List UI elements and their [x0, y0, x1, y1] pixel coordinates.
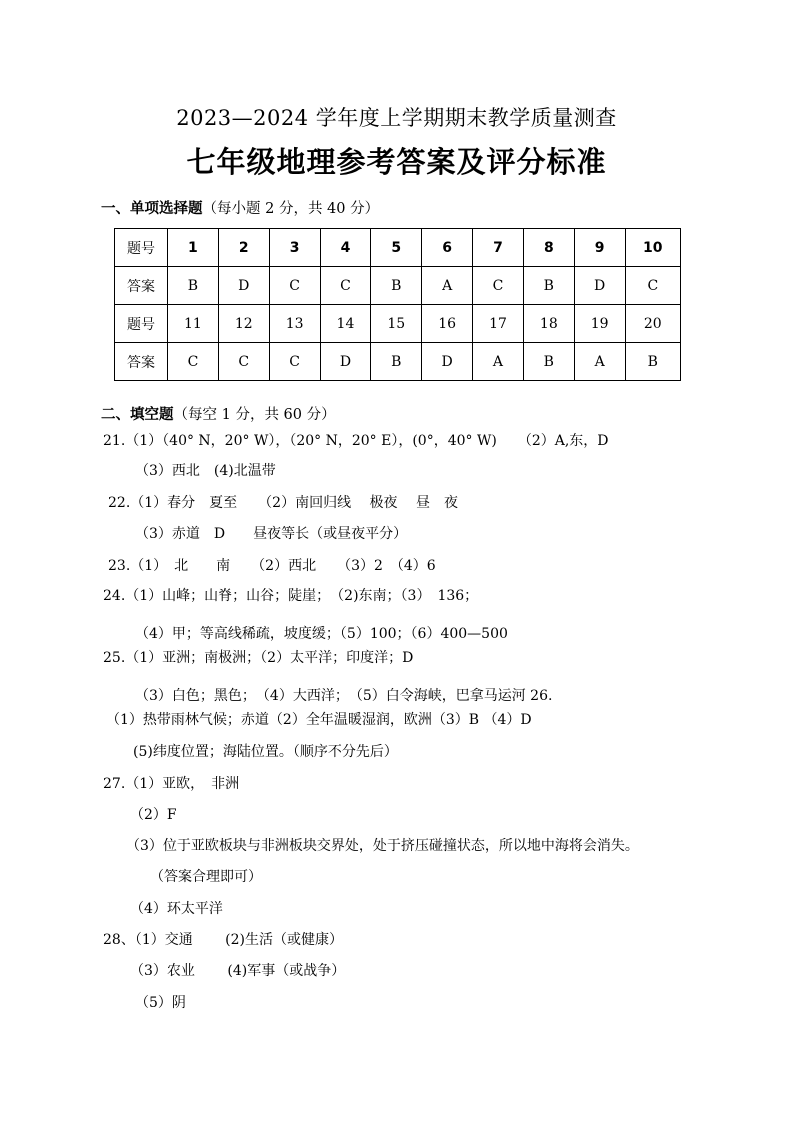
question-number: 6 — [422, 229, 473, 267]
answer-line: （答案合理即可） — [150, 869, 262, 885]
question-number: 15 — [371, 305, 422, 343]
question-number: 1 — [168, 229, 219, 267]
question-number: 9 — [574, 229, 625, 267]
answer-line: 21.（1）（40° N，20° W），（20° N，20° E），(0°，40° W) （2）A,东，D — [103, 433, 609, 449]
answer-cell: C — [473, 267, 524, 305]
question-number: 12 — [218, 305, 269, 343]
answer-cell: D — [218, 267, 269, 305]
section-2-note: （每空 1 分，共 60 分） — [173, 407, 336, 423]
row-header: 题号 — [115, 305, 168, 343]
question-number: 16 — [422, 305, 473, 343]
answer-line: 27.（1）亚欧， 非洲 — [103, 776, 240, 792]
section-2-heading — [101, 403, 336, 424]
answer-cell: B — [625, 343, 680, 381]
answer-line: （3）西北 (4)北温带 — [135, 463, 276, 479]
answer-line: 28、（1）交通 (2)生活（或健康） — [103, 932, 344, 948]
answer-cell: B — [523, 267, 574, 305]
question-number: 13 — [269, 305, 320, 343]
answer-cell: C — [269, 267, 320, 305]
answer-line: (5)纬度位置；海陆位置。（顺序不分先后） — [133, 744, 398, 760]
answer-line: 23.（1） 北 南 （2）西北 （3）2 （4）6 — [108, 558, 436, 574]
table-row — [115, 267, 681, 305]
answer-line: （2）F — [130, 807, 177, 823]
table-row — [115, 343, 681, 381]
answer-cell: C — [320, 267, 371, 305]
answer-line: 24.（1）山峰；山脊；山谷；陡崖； （2)东南；（3） 136； — [103, 588, 479, 604]
answer-cell: C — [625, 267, 680, 305]
answer-cell: A — [574, 343, 625, 381]
multiple-choice-answer-table — [114, 228, 681, 381]
question-number: 14 — [320, 305, 371, 343]
section-1-label: 一、单项选择题 — [101, 201, 203, 217]
question-number: 2 — [218, 229, 269, 267]
answer-line: （3）位于亚欧板块与非洲板块交界处，处于挤压碰撞状态，所以地中海将会消失。 — [126, 838, 639, 854]
question-number: 19 — [574, 305, 625, 343]
document-title: 2023—2024 学年度上学期期末教学质量测查 — [176, 106, 617, 130]
row-header: 答案 — [115, 267, 168, 305]
answer-line: 25.（1）亚洲；南极洲；（2）太平洋；印度洋；D — [103, 650, 414, 666]
answer-cell: D — [574, 267, 625, 305]
answer-cell: B — [168, 267, 219, 305]
answer-line: （5）阴 — [135, 995, 186, 1011]
question-number: 10 — [625, 229, 680, 267]
question-number: 11 — [168, 305, 219, 343]
answer-line: （3）白色；黑色； （4）大西洋； （5）白令海峡，巴拿马运河 26. — [135, 688, 553, 704]
answer-line: （3）农业 (4)军事（或战争） — [130, 963, 346, 979]
question-number: 18 — [523, 305, 574, 343]
section-1-heading — [101, 197, 379, 218]
answer-cell: C — [269, 343, 320, 381]
answer-line: 22.（1）春分 夏至 （2）南回归线 极夜 昼 夜 — [108, 495, 458, 511]
answer-cell: B — [371, 343, 422, 381]
question-number: 20 — [625, 305, 680, 343]
document-subtitle: 七年级地理参考答案及评分标准 — [186, 145, 607, 179]
row-header: 答案 — [115, 343, 168, 381]
answer-line: （3）赤道 D 昼夜等长（或昼夜平分） — [135, 526, 408, 542]
row-header: 题号 — [115, 229, 168, 267]
question-number: 7 — [473, 229, 524, 267]
answer-cell: C — [218, 343, 269, 381]
answer-cell: B — [523, 343, 574, 381]
table-row — [115, 229, 681, 267]
section-1-note: （每小题 2 分，共 40 分） — [202, 201, 380, 217]
answer-cell: D — [320, 343, 371, 381]
question-number: 5 — [371, 229, 422, 267]
answer-line: （1）热带雨林气候；赤道（2）全年温暖湿润，欧洲（3）B （4）D — [106, 712, 532, 728]
table-row — [115, 305, 681, 343]
question-number: 17 — [473, 305, 524, 343]
answer-cell: D — [422, 343, 473, 381]
answer-cell: A — [422, 267, 473, 305]
section-2-label: 二、填空题 — [101, 407, 174, 423]
answer-cell: A — [473, 343, 524, 381]
answer-line: （4）环太平洋 — [130, 901, 223, 917]
question-number: 4 — [320, 229, 371, 267]
answer-cell: C — [168, 343, 219, 381]
answer-cell: B — [371, 267, 422, 305]
question-number: 3 — [269, 229, 320, 267]
answer-line: （4）甲；等高线稀疏，坡度缓；（5）100；（6）400—500 — [135, 626, 508, 642]
question-number: 8 — [523, 229, 574, 267]
